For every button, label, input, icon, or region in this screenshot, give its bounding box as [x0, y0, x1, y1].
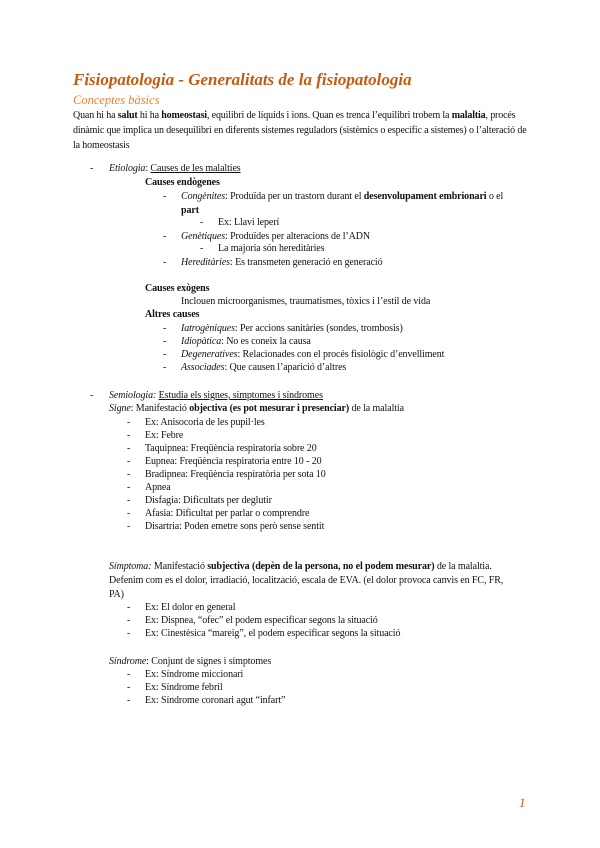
- signe-definition: Signe: Manifestació objectiva (es pot mesurar i presenciar) de la malaltia: [109, 403, 404, 414]
- section-subtitle: Conceptes bàsics: [73, 93, 160, 107]
- simptoma-item: Ex: El dolor en general: [145, 602, 236, 613]
- altres-item: Iatrogèniques: Per accions sanitàries (sondes, trombosis): [181, 323, 403, 334]
- semiologia-heading: Semiologia: Estudia els signes, símptomes i síndromes: [109, 390, 323, 401]
- bullet-dash: -: [127, 669, 131, 680]
- bullet-dash: -: [127, 456, 131, 467]
- bullet-dash: -: [127, 482, 131, 493]
- simptoma-item: Ex: Dispnea, “ofec” el podem especificar segons la situació: [145, 615, 378, 626]
- bullet-dash: -: [127, 469, 131, 480]
- simptoma-definition-line3: PA): [109, 589, 124, 600]
- congenites-item-cont: part: [181, 205, 199, 216]
- bullet-dash: -: [127, 508, 131, 519]
- page-number: 1: [519, 795, 526, 810]
- exogenes-heading: Causes exògens: [145, 283, 210, 294]
- bullet-dash: -: [127, 615, 131, 626]
- bullet-dash: -: [127, 495, 131, 506]
- simptoma-item: Ex: Cinestèsica “mareig”, el podem especificar segons la situació: [145, 628, 401, 639]
- sindrome-item: Ex: Síndrome coronari agut “infart”: [145, 695, 286, 706]
- bullet-dash: -: [163, 362, 167, 373]
- bullet-dash: -: [127, 521, 131, 532]
- genetiques-subitem: La majoria són hereditàries: [218, 243, 325, 254]
- bullet-dash: -: [200, 217, 204, 228]
- sindrome-definition: Síndrome: Conjunt de signes i símptomes: [109, 656, 272, 667]
- signe-item: Bradipnea: Freqüència respiratòria per sota 10: [145, 469, 326, 480]
- simptoma-definition: Símptoma: Manifestació subjectiva (depèn de la persona, no el podem mesurar) de la malaltia.: [109, 561, 492, 572]
- bullet-dash: -: [127, 417, 131, 428]
- endogenes-heading: Causes endògenes: [145, 177, 220, 188]
- bullet-dash: -: [163, 257, 167, 268]
- hereditaries-item: Hereditàries: Es transmeten generació en generació: [181, 257, 383, 268]
- altres-item: Idiopàtica: No es coneix la causa: [181, 336, 311, 347]
- altres-causes-heading: Altres causes: [145, 309, 200, 320]
- bullet-dash: -: [163, 231, 167, 242]
- genetiques-item: Genètiques: Produïdes per alteracions de l’ADN: [181, 231, 370, 242]
- bullet-dash: -: [127, 682, 131, 693]
- signe-item: Taquipnea: Freqüència respiratoria sobre 20: [145, 443, 317, 454]
- signe-item: Ex: Anisocoria de les pupil·les: [145, 417, 265, 428]
- bullet-dash: -: [127, 695, 131, 706]
- signe-item: Ex: Febre: [145, 430, 184, 441]
- signe-item: Apnea: [145, 482, 171, 493]
- bullet-dash: -: [200, 243, 204, 254]
- bullet-dash: -: [127, 628, 131, 639]
- simptoma-definition-line2: Defenim com es el dolor, irradiació, localització, escala de EVA. (el dolor provoca canvis en FC, FR,: [109, 575, 504, 586]
- congenites-item: Congènites: Produïda per un trastorn durant el desenvolupament embrionari o el: [181, 191, 504, 202]
- bullet-dash: -: [127, 602, 131, 613]
- signe-item: Afasia: Dificultat per parlar o comprendre: [145, 508, 310, 519]
- bullet-dash: -: [163, 191, 167, 202]
- bullet-dash: -: [163, 323, 167, 334]
- bullet-dash: -: [90, 390, 94, 401]
- congenites-example: Ex: Llavi leperí: [218, 217, 280, 228]
- signe-item: Eupnea: Freqüència respiratoria entre 10 - 20: [145, 456, 322, 467]
- exogenes-text: Inclouen microorganismes, traumatismes, tòxics i l’estil de vida: [181, 296, 431, 307]
- bullet-dash: -: [163, 349, 167, 360]
- bullet-dash: -: [127, 430, 131, 441]
- document-title: Fisiopatologia - Generalitats de la fisiopatologia: [73, 70, 412, 89]
- sindrome-item: Ex: Síndrome febril: [145, 682, 223, 693]
- altres-item: Associades: Que causen l’aparició d’altres: [181, 362, 347, 373]
- altres-item: Degeneratives: Relacionades con el procés fisiològic d’envelliment: [181, 349, 445, 360]
- bullet-dash: -: [127, 443, 131, 454]
- bullet-dash: -: [163, 336, 167, 347]
- signe-item: Disartria: Poden emetre sons però sense sentit: [145, 521, 325, 532]
- sindrome-item: Ex: Síndrome miccionari: [145, 669, 244, 680]
- etiologia-heading: Etiologia: Causes de les malalties: [109, 163, 241, 174]
- intro-paragraph: Quan hi ha salut hi ha homeostasi, equilibri de líquids i ions. Quan es trenca l’equilibri trobem la malaltia, procés dinàmic que implica un desequilibri en diferents sistemes reguladors (sistèmics o específic a sistemes) o l’alteració de la homeostasis: [73, 110, 527, 151]
- signe-item: Disfagia: Dificultats per deglutir: [145, 495, 272, 506]
- bullet-dash: -: [90, 163, 94, 174]
